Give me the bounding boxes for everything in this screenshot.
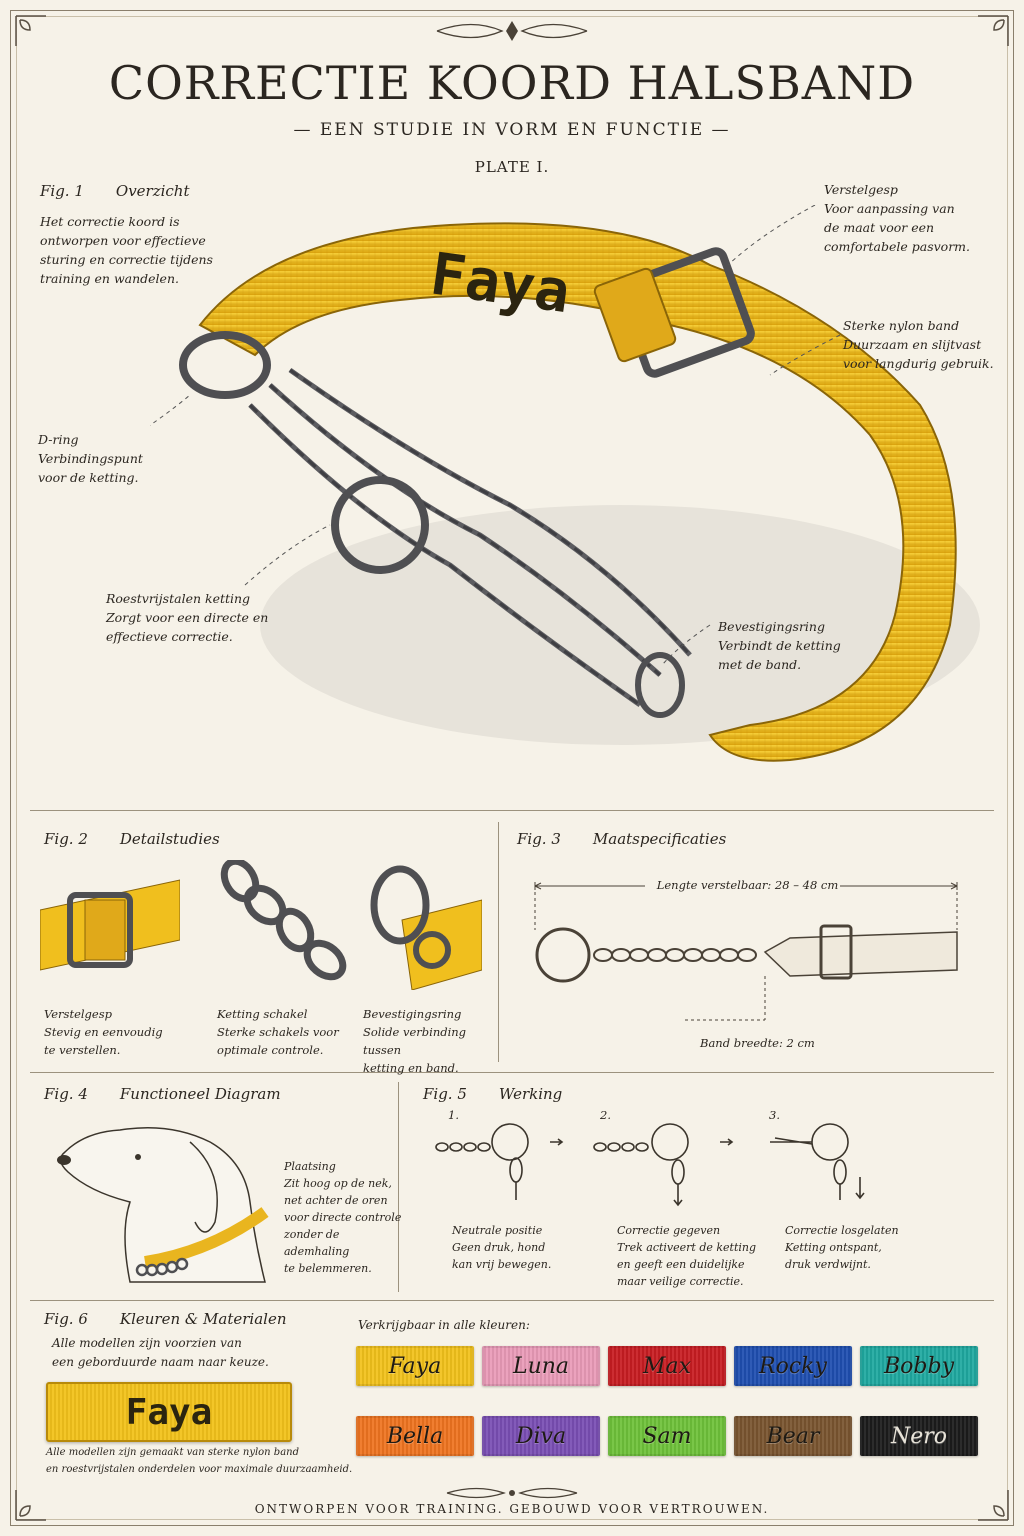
swatch-name: Bella	[386, 1423, 444, 1449]
fig6-label	[44, 1310, 286, 1328]
caption-line: Verstelgesp	[44, 1007, 112, 1021]
width-spec: Band breedte: 2 cm	[700, 1036, 815, 1050]
outro-line: Alle modellen zijn gemaakt van sterke nylon band	[46, 1447, 300, 1458]
swatch-name: Bobby	[883, 1353, 954, 1379]
fig5-label	[423, 1085, 562, 1103]
fig1-label	[40, 182, 190, 200]
step-caption	[617, 1222, 777, 1290]
caption-line: Correctie gegeven	[617, 1224, 721, 1237]
caption-line: Bevestigingsring	[363, 1007, 462, 1021]
divider	[498, 822, 499, 1062]
fig6-intro	[52, 1334, 312, 1372]
note-line: voor directe controle	[284, 1211, 402, 1224]
fig2-label	[44, 830, 220, 848]
color-swatch	[356, 1346, 474, 1386]
collar-name-embroidery: Faya	[426, 239, 575, 327]
divider	[30, 1072, 994, 1073]
mechanism-diagram	[430, 1112, 910, 1217]
fig5-title: Werking	[498, 1085, 563, 1103]
color-swatch	[482, 1416, 600, 1456]
caption-line: Sterke schakels voor	[217, 1025, 339, 1039]
detail-ring-image	[362, 860, 482, 990]
outro-line: en roestvrijstalen onderdelen voor maximale duurzaamheid.	[46, 1464, 353, 1475]
fig6-number: Fig. 6	[44, 1310, 88, 1328]
fig1-title: Overzicht	[115, 182, 190, 200]
color-swatch	[734, 1346, 852, 1386]
detail-caption-link	[217, 1005, 367, 1059]
swatch-name: Rocky	[759, 1353, 827, 1379]
intro-line: Alle modellen zijn voorzien van	[52, 1336, 242, 1350]
color-swatch	[482, 1346, 600, 1386]
step-caption	[452, 1222, 602, 1273]
callout-line: met de band.	[718, 657, 802, 672]
detail-caption-ring	[363, 1005, 498, 1077]
flourish-icon	[442, 1484, 582, 1502]
fig2-title: Detailstudies	[119, 830, 220, 848]
callout-line: Verbindt de ketting	[718, 638, 841, 653]
length-spec: Lengte verstelbaar: 28 – 48 cm	[656, 878, 839, 892]
note-line: zonder de ademhaling	[284, 1228, 350, 1258]
caption-line: Solide verbinding tussen	[363, 1025, 467, 1057]
caption-line: Stevig en eenvoudig	[44, 1025, 163, 1039]
color-swatch	[608, 1416, 726, 1456]
note-line: Plaatsing	[284, 1160, 336, 1173]
corner-ornament-icon	[14, 14, 48, 48]
callout-line: Verstelgesp	[824, 182, 898, 197]
color-swatch	[860, 1416, 978, 1456]
fig5-number: Fig. 5	[423, 1085, 467, 1103]
caption-line: maar veilige correctie.	[617, 1275, 744, 1288]
swatch-name: Bear	[766, 1423, 820, 1449]
swatch-name: Faya	[388, 1353, 442, 1379]
callout-line: Verbindingspunt	[38, 451, 143, 466]
divider	[30, 810, 994, 811]
fig3-label	[517, 830, 726, 848]
caption-line: Neutrale positie	[452, 1224, 543, 1237]
corner-ornament-icon	[976, 14, 1010, 48]
callout-line: Roestvrijstalen ketting	[106, 591, 251, 606]
step-caption	[785, 1222, 925, 1273]
detail-caption-buckle	[44, 1005, 194, 1059]
callout-line: D-ring	[38, 432, 79, 447]
fig1-intro-line: ontworpen voor effectieve	[40, 233, 206, 248]
caption-line: optimale controle.	[217, 1043, 324, 1057]
callout-nylon	[843, 316, 1013, 373]
callout-line: Sterke nylon band	[843, 318, 960, 333]
sample-name-tag	[46, 1382, 292, 1442]
caption-line: kan vrij bewegen.	[452, 1258, 552, 1271]
fig6-outro	[46, 1444, 366, 1478]
fig1-intro-line: training en wandelen.	[40, 271, 179, 286]
callout-line: comfortabele pasvorm.	[824, 239, 971, 254]
intro-line: een geborduurde naam naar keuze.	[52, 1355, 269, 1369]
callout-line: voor langdurig gebruik.	[843, 356, 994, 371]
note-line: Zit hoog op de nek,	[284, 1177, 392, 1190]
step-number: 1.	[448, 1108, 459, 1122]
caption-line: Trek activeert de ketting	[617, 1241, 757, 1254]
availability-label: Verkrijgbaar in alle kleuren:	[358, 1318, 530, 1332]
caption-line: Ketting schakel	[217, 1007, 308, 1021]
callout-line: de maat voor een	[824, 220, 935, 235]
fig4-title: Functioneel Diagram	[119, 1085, 281, 1103]
caption-line: ketting en band.	[363, 1061, 459, 1075]
detail-buckle-image	[40, 870, 180, 990]
callout-line: voor de ketting.	[38, 470, 139, 485]
color-swatch	[734, 1416, 852, 1456]
sample-name-text: Faya	[125, 1391, 213, 1433]
callout-line: effectieve correctie.	[106, 629, 233, 644]
dog-head-illustration	[50, 1112, 280, 1292]
callout-line: Duurzaam en slijtvast	[843, 337, 982, 352]
detail-chain-link-image	[215, 860, 355, 990]
collar-illustration	[150, 205, 980, 795]
fig6-title: Kleuren & Materialen	[119, 1310, 287, 1328]
caption-line: druk verdwijnt.	[785, 1258, 871, 1271]
color-swatch	[860, 1346, 978, 1386]
swatch-name: Nero	[890, 1423, 948, 1449]
color-swatch	[356, 1416, 474, 1456]
swatch-name: Sam	[642, 1423, 692, 1449]
fig4-label	[44, 1085, 281, 1103]
page-subtitle: — EEN STUDIE IN VORM EN FUNCTIE —	[293, 120, 731, 140]
fig1-intro-line: sturing en correctie tijdens	[40, 252, 213, 267]
callout-ketting	[106, 589, 306, 646]
size-diagram	[525, 880, 970, 1030]
caption-line: en geeft een duidelijke	[617, 1258, 745, 1271]
swatch-name: Diva	[515, 1423, 567, 1449]
page-title: CORRECTIE KOORD HALSBAND	[108, 56, 916, 110]
swatch-name: Max	[642, 1353, 692, 1379]
callout-verstelgesp	[824, 180, 1004, 256]
step-number: 2.	[600, 1108, 611, 1122]
caption-line: Correctie losgelaten	[785, 1224, 899, 1237]
color-swatch	[608, 1346, 726, 1386]
fig1-number: Fig. 1	[40, 182, 84, 200]
swatch-name: Luna	[512, 1353, 570, 1379]
fig3-title: Maatspecificaties	[592, 830, 727, 848]
flourish-icon	[432, 18, 592, 44]
color-swatches	[356, 1346, 996, 1466]
step-number: 3.	[769, 1108, 780, 1122]
callout-dring	[38, 430, 178, 487]
note-line: net achter de oren	[284, 1194, 388, 1207]
fig3-number: Fig. 3	[517, 830, 561, 848]
callout-bevestigingsring	[718, 617, 868, 674]
callout-line: Zorgt voor een directe en	[106, 610, 269, 625]
fig2-number: Fig. 2	[44, 830, 88, 848]
fig4-number: Fig. 4	[44, 1085, 88, 1103]
divider	[30, 1300, 994, 1301]
caption-line: Ketting ontspant,	[785, 1241, 882, 1254]
caption-line: Geen druk, hond	[452, 1241, 546, 1254]
plate-label: PLATE I.	[474, 158, 550, 176]
fig1-intro-line: Het correctie koord is	[40, 214, 180, 229]
note-line: te belemmeren.	[284, 1262, 372, 1275]
caption-line: te verstellen.	[44, 1043, 121, 1057]
callout-line: Bevestigingsring	[718, 619, 825, 634]
callout-line: Voor aanpassing van	[824, 201, 955, 216]
footer-tagline: ONTWORPEN VOOR TRAINING. GEBOUWD VOOR VERTROUWEN.	[254, 1502, 770, 1516]
placement-note	[284, 1158, 402, 1277]
